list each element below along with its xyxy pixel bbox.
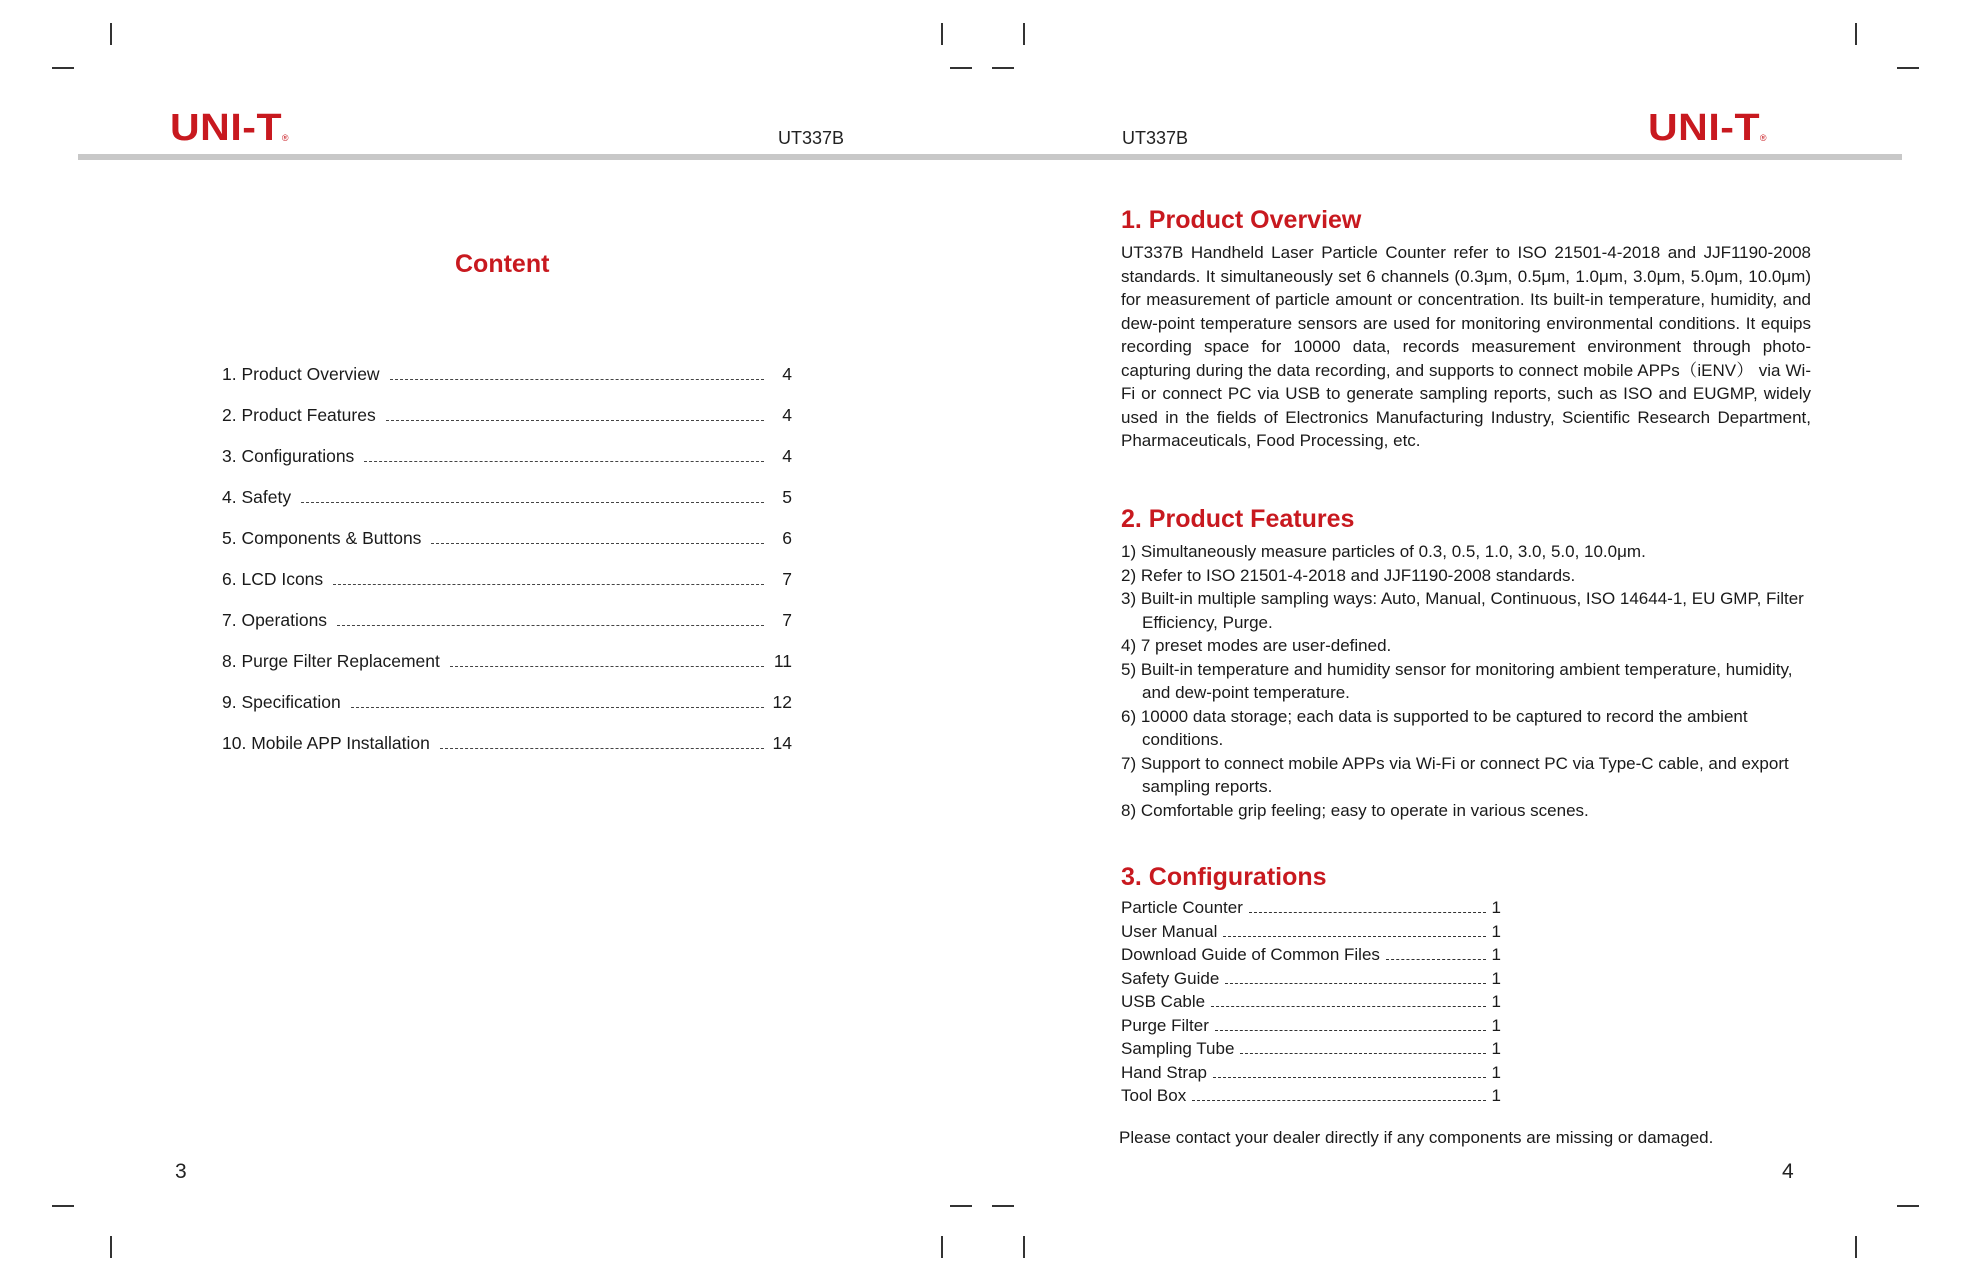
missing-components-note: Please contact your dealer directly if any components are missing or damaged. <box>1119 1128 1714 1147</box>
header-divider <box>78 154 1902 160</box>
overview-text: UT337B Handheld Laser Particle Counter refer to ISO 21501-4-2018 and JJF1190-2008 standards. It simultaneously set 6 channels (0.3μm, 0.5μm, 1.0μm, 3.0μm, 5.0μm, 10.0μm) for measurement of particle amount or concentration. Its built-in temperature, humidity, and dew-point temperature sensors are used for monitoring environmental conditions. It equips recording space for 10000 data, records measurement environment through photo-capturing during the data recording, and supports to connect mobile APPs（iENV） via Wi-Fi or connect PC via USB to generate sampling reports, such as ISO and EUGMP, widely used in the fields of Electronics Manufacturing Industry, Scientific Research Department, Pharmaceuticals, Food Processing, etc. <box>1121 243 1811 450</box>
list-item: Particle Counter 1 <box>1121 898 1501 917</box>
page-number-left: 3 <box>175 1160 187 1183</box>
crop-mark <box>110 1236 112 1258</box>
crop-mark <box>1897 67 1919 69</box>
crop-mark <box>1023 1236 1025 1258</box>
crop-mark <box>941 23 943 45</box>
features-list <box>1121 540 1811 822</box>
product-overview-section <box>1121 206 1811 453</box>
toc-item[interactable]: 10. Mobile APP Installation 14 <box>222 733 792 753</box>
brand-logo-right: UNI-T ® <box>1648 107 1767 149</box>
product-features-section <box>1121 505 1811 822</box>
toc-item[interactable]: 4. Safety 5 <box>222 487 792 507</box>
crop-mark <box>1855 23 1857 45</box>
crop-mark <box>992 1205 1014 1207</box>
list-item: 2) Refer to ISO 21501-4-2018 and JJF1190-2008 standards. <box>1121 565 1576 585</box>
crop-mark <box>1023 23 1025 45</box>
list-item: 4) 7 preset modes are user-defined. <box>1121 636 1392 655</box>
table-of-contents <box>222 364 792 774</box>
toc-item[interactable]: 7. Operations 7 <box>222 610 792 630</box>
toc-item[interactable]: 1. Product Overview 4 <box>222 364 792 384</box>
list-item: 6) 10000 data storage; each data is supported to be captured to record the ambient conditions. <box>1121 706 1748 749</box>
list-item: USB Cable 1 <box>1121 992 1501 1011</box>
list-item: Purge Filter 1 <box>1121 1015 1501 1035</box>
toc-item[interactable]: 6. LCD Icons 7 <box>222 569 792 589</box>
brand-logo-left: UNI-T ® <box>170 107 289 149</box>
list-item: Safety Guide 1 <box>1121 968 1501 988</box>
crop-mark <box>52 1205 74 1207</box>
crop-mark <box>950 67 972 69</box>
toc-item[interactable]: 2. Product Features 4 <box>222 405 792 425</box>
list-item: Tool Box 1 <box>1121 1086 1501 1105</box>
crop-mark <box>941 1236 943 1258</box>
page-number-right: 4 <box>1782 1160 1794 1183</box>
list-item: User Manual 1 <box>1121 921 1501 941</box>
list-item: 1) Simultaneously measure particles of 0.3, 0.5, 1.0, 3.0, 5.0, 10.0μm. <box>1121 542 1646 561</box>
toc-item[interactable]: 3. Configurations 4 <box>222 446 792 466</box>
toc-item[interactable]: 5. Components & Buttons 6 <box>222 528 792 548</box>
crop-mark <box>950 1205 972 1207</box>
list-item: 7) Support to connect mobile APPs via Wi-Fi or connect PC via Type-C cable, and export sampling reports. <box>1121 753 1789 796</box>
list-item: 3) Built-in multiple sampling ways: Auto, Manual, Continuous, ISO 14644-1, EU GMP, Filter Efficiency, Purge. <box>1121 589 1804 632</box>
crop-mark <box>1897 1205 1919 1207</box>
section-title: 1. Product Overview <box>1121 206 1362 234</box>
list-item: Hand Strap 1 <box>1121 1062 1501 1082</box>
crop-mark <box>110 23 112 45</box>
section-title: 2. Product Features <box>1121 505 1355 533</box>
header-model-right: UT337B <box>1122 128 1189 148</box>
toc-item[interactable]: 8. Purge Filter Replacement 11 <box>222 651 792 671</box>
header-model-left: UT337B <box>778 128 845 148</box>
list-item: 5) Built-in temperature and humidity sensor for monitoring ambient temperature, humidity, and dew-point temperature. <box>1121 659 1793 702</box>
list-item: 8) Comfortable grip feeling; easy to operate in various scenes. <box>1121 800 1589 820</box>
crop-mark <box>992 67 1014 69</box>
crop-mark <box>1855 1236 1857 1258</box>
configurations-list <box>1121 898 1501 1110</box>
list-item: Download Guide of Common Files 1 <box>1121 945 1501 964</box>
toc-item[interactable]: 9. Specification 12 <box>222 692 792 712</box>
list-item: Sampling Tube 1 <box>1121 1039 1501 1058</box>
page-title: Content <box>455 250 550 278</box>
section-title: 3. Configurations <box>1121 863 1327 891</box>
crop-mark <box>52 67 74 69</box>
configurations-section <box>1121 863 1811 1110</box>
